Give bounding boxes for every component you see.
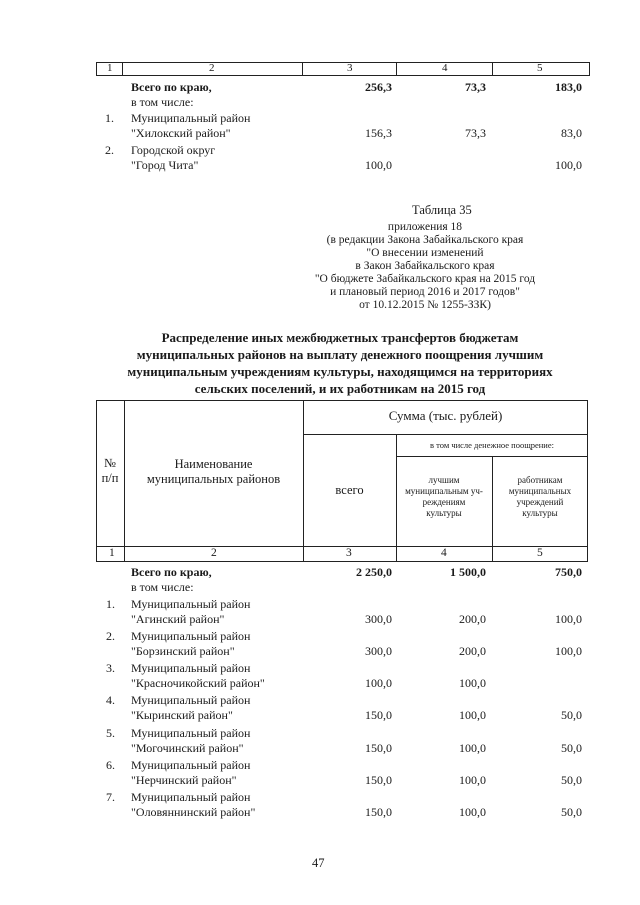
col-num-4: 4 bbox=[442, 62, 448, 74]
title-line-1: Распределение иных межбюджетных трансфертов бюджетам bbox=[161, 330, 519, 345]
row-4-num: 4. bbox=[106, 693, 115, 707]
row-2-v5: 100,0 bbox=[555, 644, 582, 658]
row-3-name-2: "Красночикойский район" bbox=[131, 676, 265, 690]
row-5-v5: 50,0 bbox=[561, 741, 582, 755]
row-7-v4: 100,0 bbox=[459, 805, 486, 819]
caption-line-7: от 10.12.2015 № 1255-ЗЗК) bbox=[359, 299, 491, 311]
row-4-v5: 50,0 bbox=[561, 708, 582, 722]
header-including: в том числе денежное поощрение: bbox=[429, 440, 554, 450]
row-7-num: 7. bbox=[106, 790, 115, 804]
top-row-2-v3: 100,0 bbox=[365, 158, 392, 172]
row-5-num: 5. bbox=[106, 726, 115, 740]
row-6-v4: 100,0 bbox=[459, 773, 486, 787]
header-name-line-2: муниципальных районов bbox=[146, 472, 281, 486]
row-4-name-2: "Кыринский район" bbox=[131, 708, 233, 722]
row-3-name-1: Муниципальный район bbox=[131, 661, 251, 675]
main-including: в том числе: bbox=[131, 580, 194, 594]
main-col-num-1: 1 bbox=[109, 547, 115, 559]
header-workers bbox=[492, 475, 588, 519]
row-6-v3: 150,0 bbox=[365, 773, 392, 787]
top-row-1-name-1: Муниципальный район bbox=[131, 111, 251, 125]
top-row-2-name-1: Городской округ bbox=[131, 143, 216, 157]
row-2-name-2: "Борзинский район" bbox=[131, 644, 235, 658]
col-num-1: 1 bbox=[107, 62, 113, 74]
top-row-1-name-2: "Хилокский район" bbox=[131, 126, 231, 140]
header-sum: Сумма (тыс. рублей) bbox=[388, 408, 503, 423]
caption-line-6: и плановый период 2016 и 2017 годов" bbox=[330, 286, 520, 298]
row-6-name-2: "Нерчинский район" bbox=[131, 773, 237, 787]
main-col-num-2: 2 bbox=[211, 547, 217, 559]
row-3-v4: 100,0 bbox=[459, 676, 486, 690]
document-title bbox=[90, 329, 590, 397]
header-workers-4: культуры bbox=[522, 508, 558, 518]
title-line-4: сельских поселений, и их работникам на 2015 год bbox=[194, 381, 486, 396]
row-7-name-1: Муниципальный район bbox=[131, 790, 251, 804]
row-7-v3: 150,0 bbox=[365, 805, 392, 819]
row-6-v5: 50,0 bbox=[561, 773, 582, 787]
page-number: 47 bbox=[312, 856, 325, 870]
caption-line-3: "О внесении изменений bbox=[366, 247, 484, 259]
title-line-2: муниципальных районов на выплату денежного поощрения лучшим bbox=[136, 347, 544, 362]
header-best-1: лучшим bbox=[428, 475, 460, 485]
header-best bbox=[396, 475, 492, 519]
row-1-v3: 300,0 bbox=[365, 612, 392, 626]
header-name-line-1: Наименование bbox=[174, 457, 253, 471]
header-best-2: муниципальным уч- bbox=[405, 486, 483, 496]
header-workers-2: муниципальных bbox=[508, 486, 572, 496]
main-total-v4: 1 500,0 bbox=[450, 565, 486, 579]
top-row-2-v5: 100,0 bbox=[555, 158, 582, 172]
row-5-v4: 100,0 bbox=[459, 741, 486, 755]
row-1-name-2: "Агинский район" bbox=[131, 612, 225, 626]
caption-line-1: приложения 18 bbox=[387, 221, 463, 233]
row-6-num: 6. bbox=[106, 758, 115, 772]
row-1-num: 1. bbox=[106, 597, 115, 611]
col-num-2: 2 bbox=[209, 62, 215, 74]
row-2-v4: 200,0 bbox=[459, 644, 486, 658]
top-total-v4: 73,3 bbox=[465, 80, 486, 94]
row-2-num: 2. bbox=[106, 629, 115, 643]
row-1-v5: 100,0 bbox=[555, 612, 582, 626]
top-row-2-name-2: "Город Чита" bbox=[131, 158, 199, 172]
main-table-column-numbers bbox=[96, 546, 588, 562]
row-5-v3: 150,0 bbox=[365, 741, 392, 755]
title-line-3: муниципальным учреждениям культуры, находящимся на территориях bbox=[127, 364, 553, 379]
caption-line-5: "О бюджете Забайкальского края на 2015 год bbox=[314, 273, 536, 285]
top-row-1-v5: 83,0 bbox=[561, 126, 582, 140]
row-7-name-2: "Оловяннинский район" bbox=[131, 805, 256, 819]
main-col-num-5: 5 bbox=[537, 547, 543, 559]
row-6-name-1: Муниципальный район bbox=[131, 758, 251, 772]
header-workers-3: учреждений bbox=[516, 497, 564, 507]
col-num-3: 3 bbox=[347, 62, 353, 74]
top-table-column-numbers bbox=[96, 62, 590, 76]
top-total-v5: 183,0 bbox=[555, 80, 582, 94]
top-row-1-v3: 156,3 bbox=[365, 126, 392, 140]
main-col-num-4: 4 bbox=[441, 547, 447, 559]
header-no: № п/п bbox=[101, 456, 119, 485]
row-1-name-1: Муниципальный район bbox=[131, 597, 251, 611]
top-including: в том числе: bbox=[131, 95, 194, 109]
row-3-num: 3. bbox=[106, 661, 115, 675]
row-1-v4: 200,0 bbox=[459, 612, 486, 626]
row-3-v3: 100,0 bbox=[365, 676, 392, 690]
top-total-v3: 256,3 bbox=[365, 80, 392, 94]
main-total-v5: 750,0 bbox=[555, 565, 582, 579]
header-vsego: всего bbox=[335, 483, 364, 497]
main-col-num-3: 3 bbox=[346, 547, 352, 559]
row-7-v5: 50,0 bbox=[561, 805, 582, 819]
main-total-v3: 2 250,0 bbox=[356, 565, 392, 579]
row-4-v3: 150,0 bbox=[365, 708, 392, 722]
caption-block bbox=[300, 221, 550, 312]
row-4-name-1: Муниципальный район bbox=[131, 693, 251, 707]
top-row-1-v4: 73,3 bbox=[465, 126, 486, 140]
col-num-5: 5 bbox=[537, 62, 543, 74]
header-best-4: культуры bbox=[426, 508, 462, 518]
row-2-name-1: Муниципальный район bbox=[131, 629, 251, 643]
header-best-3: реждениям bbox=[422, 497, 466, 507]
caption-line-2: (в редакции Закона Забайкальского края bbox=[326, 234, 524, 246]
top-row-1-num: 1. bbox=[105, 111, 114, 125]
row-5-name-2: "Могочинский район" bbox=[131, 741, 244, 755]
top-total-label: Всего по краю, bbox=[131, 80, 212, 94]
caption-line-4: в Закон Забайкальского края bbox=[355, 260, 495, 272]
row-2-v3: 300,0 bbox=[365, 644, 392, 658]
row-5-name-1: Муниципальный район bbox=[131, 726, 251, 740]
header-workers-1: работникам bbox=[517, 475, 563, 485]
main-total-label: Всего по краю, bbox=[131, 565, 212, 579]
top-row-2-num: 2. bbox=[105, 143, 114, 157]
row-4-v4: 100,0 bbox=[459, 708, 486, 722]
table-number: Таблица 35 bbox=[412, 203, 472, 217]
